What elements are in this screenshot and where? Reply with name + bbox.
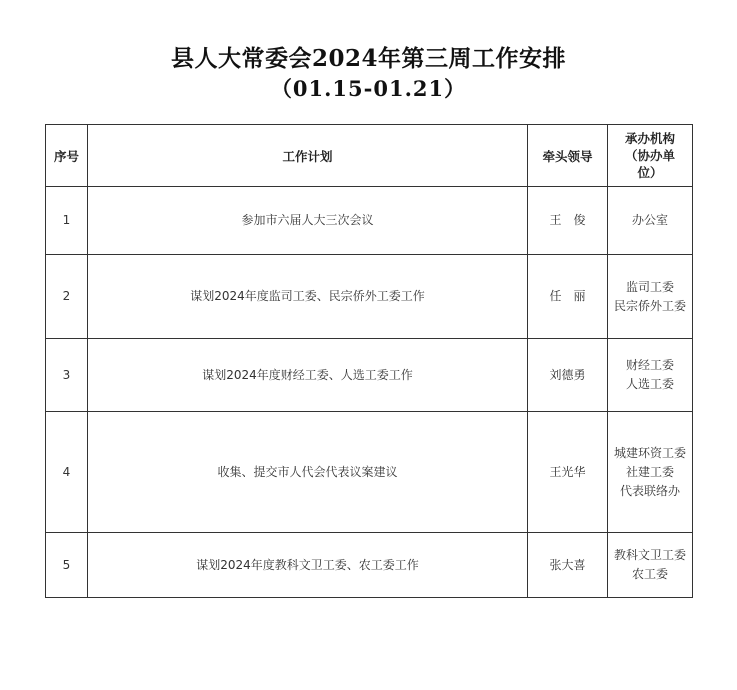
org-line: 城建环资工委 xyxy=(613,445,686,460)
cell-leader: 刘德勇 xyxy=(528,339,608,412)
header-org-line: 位） xyxy=(637,165,663,180)
org-line: 人选工委 xyxy=(625,377,674,391)
org-line: 教科文卫工委 xyxy=(613,548,686,562)
cell-org xyxy=(608,255,693,339)
table-header-row xyxy=(46,125,693,187)
cell-leader: 王 俊 xyxy=(528,187,608,255)
org-line: 监司工委 xyxy=(625,279,674,294)
header-org xyxy=(608,125,693,187)
cell-plan: 谋划2024年度监司工委、民宗侨外工委工作 xyxy=(88,255,528,339)
cell-index: 4 xyxy=(46,412,88,533)
cell-leader: 任 丽 xyxy=(528,255,608,339)
header-leader: 牵头领导 xyxy=(528,125,608,187)
header-org-line: （协办单 xyxy=(624,148,675,163)
cell-plan: 参加市六届人大三次会议 xyxy=(88,187,528,255)
document-title xyxy=(0,44,737,104)
cell-leader: 张大喜 xyxy=(528,533,608,598)
cell-org xyxy=(608,533,693,598)
title-main: 县人大常委会2024年第三周工作安排 xyxy=(170,45,566,72)
org-line: 民宗侨外工委 xyxy=(613,298,686,313)
org-line: 社建工委 xyxy=(625,464,674,479)
cell-plan: 收集、提交市人代会代表议案建议 xyxy=(88,412,528,533)
cell-leader: 王光华 xyxy=(528,412,608,533)
cell-org xyxy=(608,412,693,533)
org-line: 财经工委 xyxy=(625,358,674,372)
cell-index: 3 xyxy=(46,339,88,412)
org-line: 代表联络办 xyxy=(619,483,680,498)
cell-plan: 谋划2024年度财经工委、人选工委工作 xyxy=(88,339,528,412)
header-index: 序号 xyxy=(46,125,88,187)
header-plan: 工作计划 xyxy=(88,125,528,187)
cell-index: 2 xyxy=(46,255,88,339)
cell-index: 1 xyxy=(46,187,88,255)
cell-index: 5 xyxy=(46,533,88,598)
table-row xyxy=(46,255,693,339)
table-row xyxy=(46,533,693,598)
cell-org xyxy=(608,187,693,255)
title-date-range: （01.15-01.21） xyxy=(270,76,467,101)
org-line: 办公室 xyxy=(631,213,668,227)
work-plan-table xyxy=(45,124,693,598)
org-line: 农工委 xyxy=(631,567,668,581)
header-org-line: 承办机构 xyxy=(624,131,675,146)
table-row xyxy=(46,412,693,533)
cell-org xyxy=(608,339,693,412)
table-row xyxy=(46,187,693,255)
table-row xyxy=(46,339,693,412)
cell-plan: 谋划2024年度教科文卫工委、农工委工作 xyxy=(88,533,528,598)
